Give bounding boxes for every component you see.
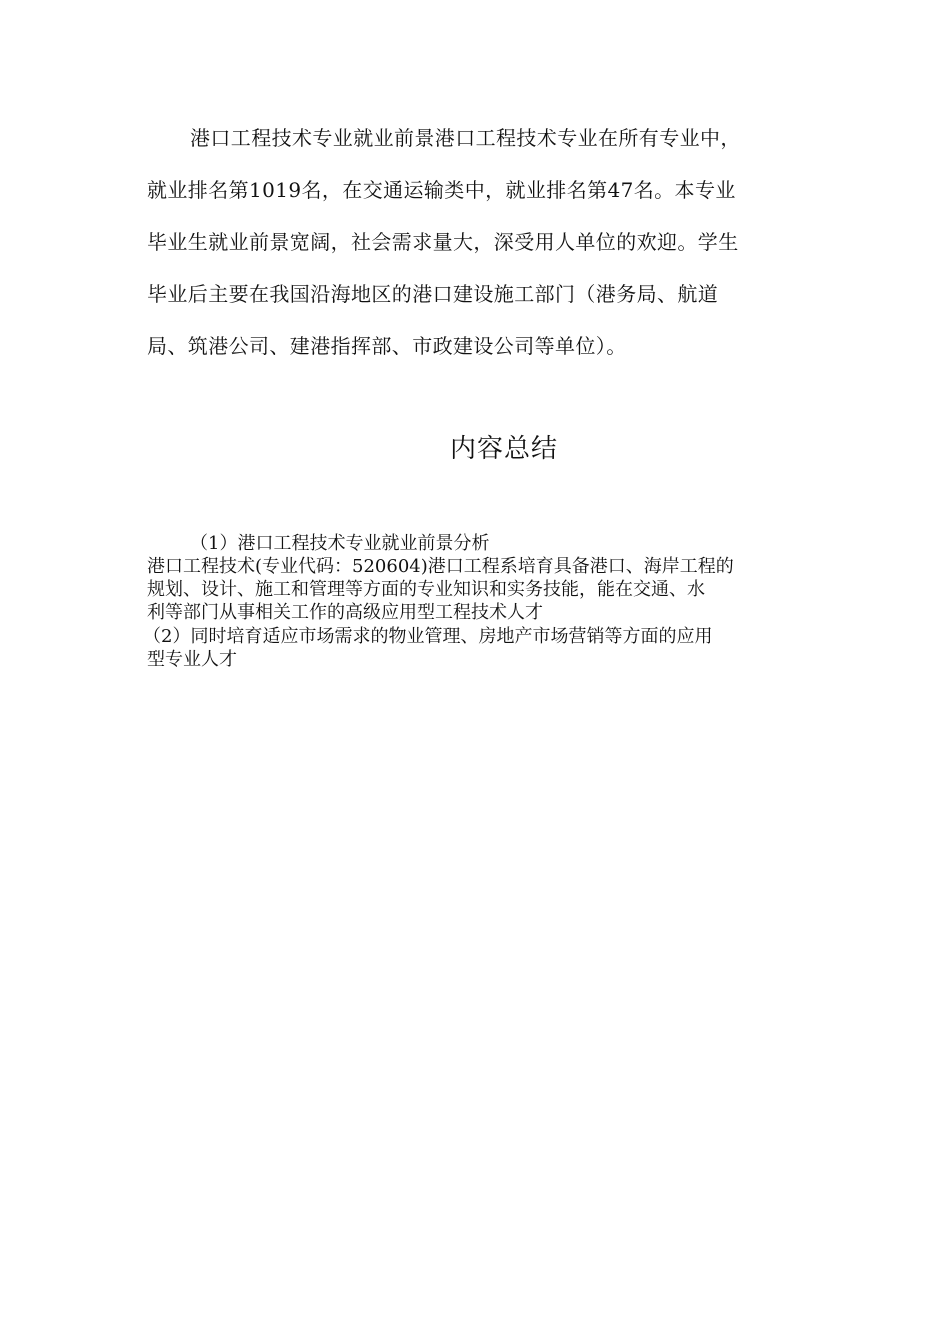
intro-paragraph-line: 港口工程技术专业就业前景港口工程技术专业在所有专业中， xyxy=(190,126,741,150)
summary-line: 利等部门从事相关工作的高级应用型工程技术人才 xyxy=(147,602,543,623)
intro-paragraph-line: 局、筑港公司、建港指挥部、市政建设公司等单位）。 xyxy=(147,334,627,358)
summary-heading: 内容总结 xyxy=(449,434,558,464)
intro-paragraph-line: 就业排名第1019名，在交通运输类中，就业排名第47名。本专业 xyxy=(147,178,736,202)
summary-line: 规划、设计、施工和管理等方面的专业知识和实务技能，能在交通、水 xyxy=(147,579,705,600)
summary-line: （2）同时培育适应市场需求的物业管理、房地产市场营销等方面的应用 xyxy=(143,626,713,647)
intro-paragraph-line: 毕业后主要在我国沿海地区的港口建设施工部门（港务局、航道 xyxy=(147,282,719,306)
summary-line: 港口工程技术(专业代码：520604)港口工程系培育具备港口、海岸工程的 xyxy=(147,556,734,577)
summary-line: （1）港口工程技术专业就业前景分析 xyxy=(190,533,490,554)
summary-line: 型专业人才 xyxy=(147,649,237,670)
intro-paragraph-line: 毕业生就业前景宽阔，社会需求量大，深受用人单位的欢迎。学生 xyxy=(147,230,739,254)
